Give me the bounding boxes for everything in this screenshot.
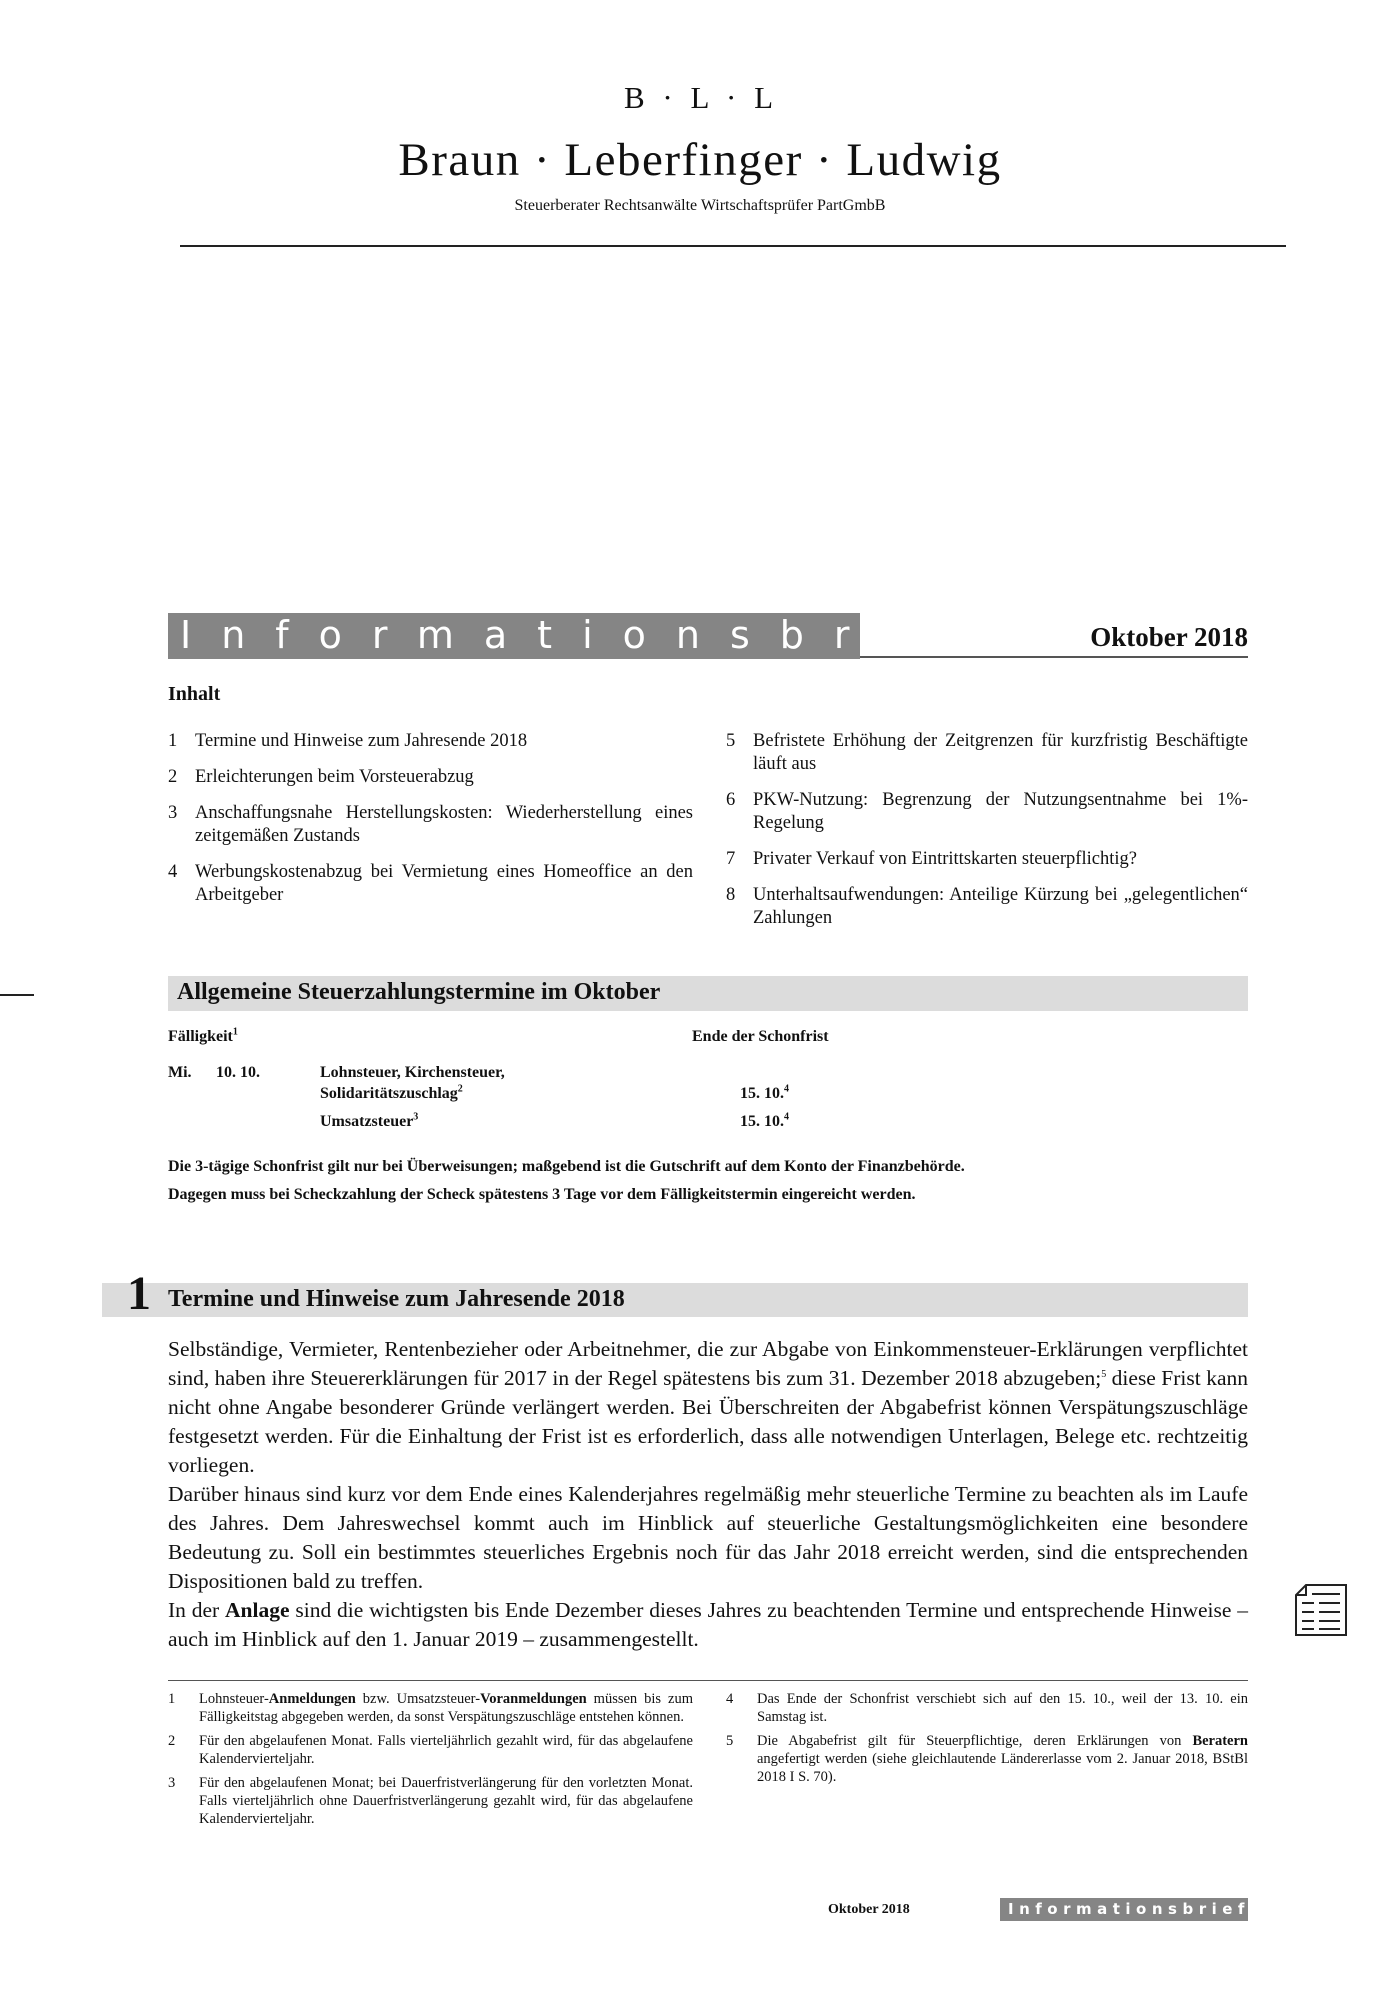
footnote-text xyxy=(199,1690,693,1726)
contents-item-number: 6 xyxy=(726,790,736,810)
contents-item-number: 2 xyxy=(168,767,178,787)
footnote-number: 1 xyxy=(168,1691,176,1707)
tax-type-line xyxy=(320,1113,418,1131)
payment-note-line: Dagegen muss bei Scheckzahlung der Scheck spätestens 3 Tage vor dem Fälligkeitstermin eingereicht werden. xyxy=(168,1186,916,1203)
grace-date-text: 15. 10. xyxy=(740,1113,784,1130)
contents-item[interactable] xyxy=(726,848,1248,871)
contents-item[interactable] xyxy=(726,730,1248,776)
contents-item-title: Privater Verkauf von Eintrittskarten steuerpflichtig? xyxy=(753,849,1137,869)
title-underline xyxy=(860,656,1248,658)
footnote-emphasis: Voranmeldungen xyxy=(480,1691,587,1707)
annex-link[interactable]: Anlage xyxy=(225,1598,290,1622)
grace-date xyxy=(740,1113,789,1131)
footnote-emphasis: Beratern xyxy=(1192,1733,1248,1749)
footnote-part: angefertigt werden (siehe gleichlautende Ländererlasse vom 2. Januar 2018, BStBl 2018 I S. 70). xyxy=(757,1751,1248,1785)
section-number: 1 xyxy=(127,1267,151,1320)
paragraph xyxy=(168,1335,1248,1480)
contents-item-title: Befristete Erhöhung der Zeitgrenzen für kurzfristig Beschäftigte läuft aus xyxy=(753,731,1248,774)
due-weekday: Mi. xyxy=(168,1064,192,1081)
grace-column-header: Ende der Schonfrist xyxy=(692,1028,829,1045)
payment-section-title: Allgemeine Steuerzahlungstermine im Oktober xyxy=(177,979,661,1005)
due-header-text: Fälligkeit xyxy=(168,1028,233,1045)
footer-date: Oktober 2018 xyxy=(828,1902,910,1917)
firm-subtitle: Steuerberater Rechtsanwälte Wirtschaftsprüfer PartGmbB xyxy=(514,197,886,214)
payment-note xyxy=(168,1153,1250,1209)
footnote-part: bzw. Umsatzsteuer- xyxy=(355,1691,481,1707)
contents-item-number: 4 xyxy=(168,862,178,882)
contents-item-title: Anschaffungsnahe Herstellungskosten: Wiederherstellung eines zeitgemäßen Zustands xyxy=(195,803,693,846)
footnote-ref[interactable]: 3 xyxy=(413,1111,419,1123)
contents-item-title: Werbungskostenabzug bei Vermietung eines Homeoffice an den Arbeitgeber xyxy=(195,862,693,905)
issue-date: Oktober 2018 xyxy=(1090,622,1248,652)
footnote-ref[interactable]: 5 xyxy=(1101,1368,1107,1380)
header-divider xyxy=(180,245,1286,247)
footnote-ref[interactable]: 1 xyxy=(232,1026,238,1038)
tax-type-text: Solidaritätszuschlag xyxy=(320,1085,458,1102)
footnote xyxy=(726,1690,1248,1726)
footnote-text xyxy=(757,1732,1248,1786)
footnote-part: Lohnsteuer- xyxy=(199,1691,269,1707)
footnote-part: müssen bis zum Fälligkeitstag abgegeben werden, da sonst Verspätungszuschläge entstehen können. xyxy=(199,1691,694,1725)
footnote-ref[interactable]: 2 xyxy=(457,1083,463,1095)
contents-item[interactable] xyxy=(168,861,693,907)
contents-item-title: Erleichterungen beim Vorsteuerabzug xyxy=(195,767,474,787)
footer-label: Informationsbrief xyxy=(1008,1900,1250,1918)
contents-heading: Inhalt xyxy=(168,683,221,705)
paragraph xyxy=(168,1596,1248,1654)
footnote-text: Für den abgelaufenen Monat; bei Dauerfristverlängerung für den vorletzten Monat. Falls vierteljährlich ohne Dauerfristverlängerung gezahlt wird, für das abgelaufene Kalendervierteljahr. xyxy=(199,1775,693,1827)
footnote xyxy=(168,1774,693,1828)
footnote-number: 2 xyxy=(168,1733,176,1749)
footnote-divider xyxy=(168,1680,1248,1681)
contents-item-number: 5 xyxy=(726,731,736,751)
paragraph-text: In der xyxy=(168,1598,226,1622)
contents-item-title: Unterhaltsaufwendungen: Anteilige Kürzung bei „gelegentlichen“ Zahlungen xyxy=(753,885,1248,928)
footnotes-left xyxy=(168,1690,693,1834)
contents-item-number: 8 xyxy=(726,885,736,905)
document-title: Informationsbrief xyxy=(180,613,1017,657)
footnote-ref[interactable]: 4 xyxy=(784,1111,789,1123)
firm-name: Braun · Leberfinger · Ludwig xyxy=(398,134,1002,186)
contents-column-left xyxy=(168,730,693,920)
contents-item-title: Termine und Hinweise zum Jahresende 2018 xyxy=(195,731,528,751)
footnote-text: Das Ende der Schonfrist verschiebt sich auf den 15. 10., weil der 13. 10. ein Samstag ist. xyxy=(757,1691,1248,1725)
contents-item-number: 7 xyxy=(726,849,736,869)
footnote-ref[interactable]: 4 xyxy=(784,1083,789,1095)
paragraph-text: Selbständige, Vermieter, Rentenbezieher oder Arbeitnehmer, die zur Abgabe von Einkommensteuer-Erklärungen verpflichtet sind, haben ihre Steuererklärungen für 2017 in der Regel spätestens bis zum 31. Dezember 2018 abzugeben; xyxy=(168,1337,1248,1390)
contents-item[interactable] xyxy=(726,884,1248,930)
footnote xyxy=(726,1732,1248,1786)
footnote xyxy=(168,1690,693,1726)
contents-item-number: 1 xyxy=(168,731,178,751)
tax-type-line xyxy=(320,1085,463,1103)
due-date: 10. 10. xyxy=(216,1064,260,1081)
footnote xyxy=(168,1732,693,1768)
paragraph-text: diese Frist kann nicht ohne Angabe besonderer Gründe verlängert werden. Bei Überschreiten der Abgabefrist können Verspätungszuschläge festgesetzt werden. Für die Einhaltung der Frist ist es erforderlich, dass alle notwendigen Unterlagen, Belege etc. rechtzeitig vorliegen. xyxy=(168,1366,1248,1477)
document-list-icon xyxy=(1290,1582,1352,1638)
footnote-number: 3 xyxy=(168,1775,176,1791)
footnote-text: Für den abgelaufenen Monat. Falls vierteljährlich gezahlt wird, für das abgelaufene Kalendervierteljahr. xyxy=(199,1733,693,1767)
footnote-number: 4 xyxy=(726,1691,734,1707)
payment-note-line: Die 3-tägige Schonfrist gilt nur bei Überweisungen; maßgebend ist die Gutschrift auf dem Konto der Finanzbehörde. xyxy=(168,1158,965,1175)
firm-abbreviation: B · L · L xyxy=(623,80,777,115)
contents-item-title: PKW-Nutzung: Begrenzung der Nutzungsentnahme bei 1%-Regelung xyxy=(753,790,1248,833)
tax-type-line: Lohnsteuer, Kirchensteuer, xyxy=(320,1064,505,1081)
contents-column-right xyxy=(726,730,1248,943)
contents-item[interactable] xyxy=(726,789,1248,835)
footnote-emphasis: Anmeldungen xyxy=(268,1691,356,1707)
contents-item[interactable] xyxy=(168,766,693,789)
footnote-part: Die Abgabefrist gilt für Steuerpflichtige, deren Erklärungen von xyxy=(757,1733,1193,1749)
grace-date-text: 15. 10. xyxy=(740,1085,784,1102)
section-body xyxy=(168,1335,1248,1654)
paragraph-text: sind die wichtigsten bis Ende Dezember dieses Jahres zu beachtenden Termine und entsprechende Hinweise – auch im Hinblick auf den 1. Januar 2019 – zusammengestellt. xyxy=(168,1598,1248,1651)
due-column-header xyxy=(168,1028,238,1046)
footnote-number: 5 xyxy=(726,1733,734,1749)
contents-item[interactable] xyxy=(168,730,693,753)
tax-type-text: Umsatzsteuer xyxy=(320,1113,414,1130)
paragraph: Darüber hinaus sind kurz vor dem Ende eines Kalenderjahres regelmäßig mehr steuerliche Termine zu beachten als im Laufe des Jahres. Dem Jahreswechsel kommt auch im Hinblick auf steuerliche Gestaltungsmöglichkeiten eine besondere Bedeutung zu. Soll ein bestimmtes steuerliches Ergebnis noch für das Jahr 2018 erreicht werden, sind die entsprechenden Dispositionen bald zu treffen. xyxy=(168,1482,1248,1593)
section-title: Termine und Hinweise zum Jahresende 2018 xyxy=(168,1286,625,1312)
contents-item-number: 3 xyxy=(168,803,178,823)
footnotes-right xyxy=(726,1690,1248,1792)
grace-date xyxy=(740,1085,789,1103)
contents-item[interactable] xyxy=(168,802,693,848)
fold-mark xyxy=(0,994,34,996)
